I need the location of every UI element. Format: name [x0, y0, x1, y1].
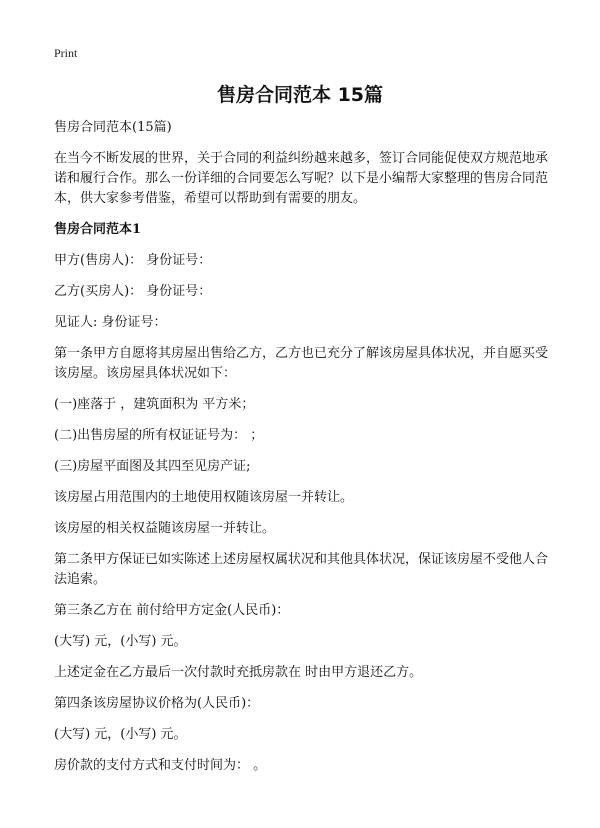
article-4-paragraph: 第四条该房屋协议价格为(人民币)：	[54, 696, 260, 711]
document-title: 售房合同范本 15篇	[216, 84, 384, 106]
clause-3-floorplan: (三)房屋平面图及其四至见房产证;	[54, 459, 251, 474]
print-label: Print	[54, 46, 78, 60]
clause-2-certificate: (二)出售房屋的所有权证证号为： ；	[54, 428, 264, 443]
witness-line: 见证人: 身份证号：	[54, 315, 167, 330]
party-b-line: 乙方(买房人)： 身份证号：	[54, 284, 212, 299]
clause-1-location: (一)座落于 ，建筑面积为 平方米；	[54, 397, 255, 412]
article-2-paragraph: 第二条甲方保证已如实陈述上述房屋权属状况和其他具体状况，保证该房屋不受他人合法追索。	[54, 552, 549, 587]
party-a-line: 甲方(售房人)： 身份证号：	[54, 253, 212, 268]
land-use-paragraph: 该房屋占用范围内的土地使用权随该房屋一并转让。	[54, 490, 354, 505]
price-amount-line: (大写) 元，(小写) 元。	[54, 727, 187, 742]
subtitle-paragraph: 售房合同范本(15篇)	[54, 120, 172, 135]
payment-method-line: 房价款的支付方式和支付时间为： 。	[54, 758, 267, 773]
article-3-paragraph: 第三条乙方在 前付给甲方定金(人民币)：	[54, 603, 290, 618]
rights-paragraph: 该房屋的相关权益随该房屋一并转让。	[54, 521, 276, 536]
deposit-refund-paragraph: 上述定金在乙方最后一次付款时充抵房款在 时由甲方退还乙方。	[54, 665, 423, 680]
article-1-paragraph: 第一条甲方自愿将其房屋出售给乙方，乙方也已充分了解该房屋具体状况，并自愿买受该房屋。该房屋具体状况如下：	[54, 346, 549, 381]
intro-paragraph: 在当今不断发展的世界，关于合同的利益纠纷越来越多，签订合同能促使双方规范地承诺和履行合作。那么一份详细的合同要怎么写呢？以下是小编帮大家整理的售房合同范本，供大家参考借鉴，希望可以帮助到有需要的朋友。	[54, 151, 549, 206]
section-heading: 售房合同范本1	[54, 222, 142, 237]
document-body	[54, 118, 554, 787]
deposit-amount-line: (大写) 元，(小写) 元。	[54, 634, 187, 649]
